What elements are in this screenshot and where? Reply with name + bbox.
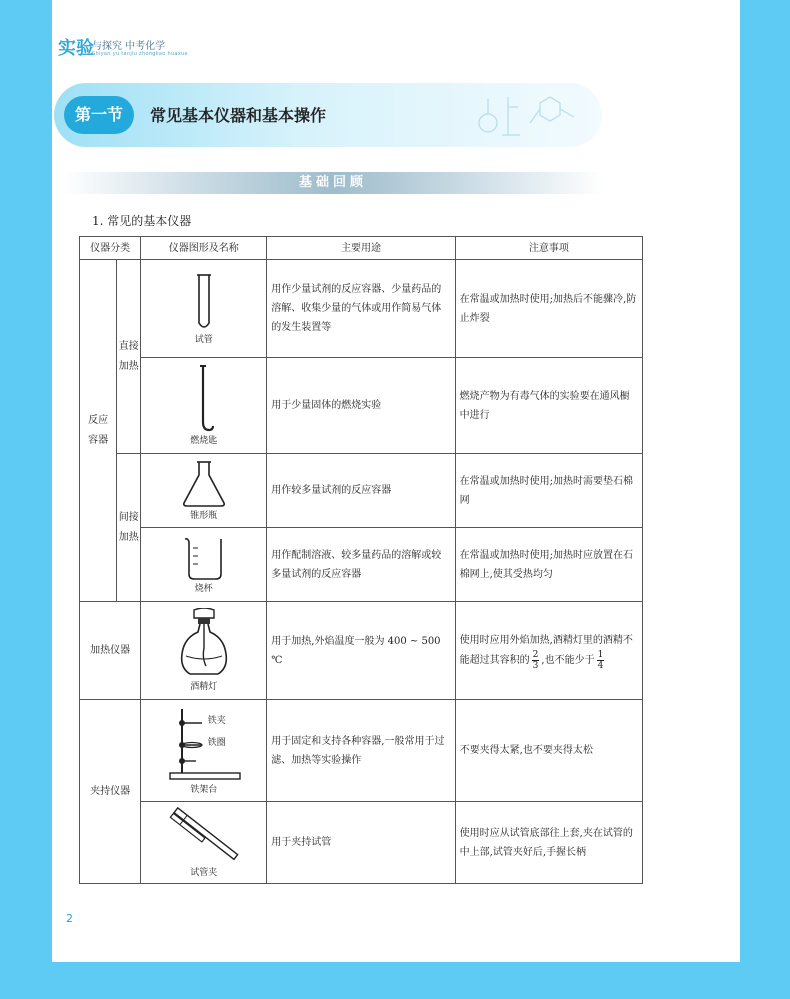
note-cell: 燃烧产物为有毒气体的实验要在通风橱中进行 bbox=[455, 358, 642, 454]
conical-flask-icon bbox=[180, 459, 228, 509]
note-cell: 在常温或加热时使用;加热时应放置在石棉网上,使其受热均匀 bbox=[455, 528, 642, 602]
figure-test-tube bbox=[141, 260, 267, 358]
section-title: 常见基本仪器和基本操作 bbox=[150, 106, 327, 125]
use-cell: 用作少量试剂的反应容器、少量药品的溶解、收集少量的气体或用作简易气体的发生装置等 bbox=[267, 260, 455, 358]
lab-apparatus-icon bbox=[470, 93, 580, 137]
iron-stand-icon bbox=[162, 705, 246, 783]
category-clamping: 夹持仪器 bbox=[80, 700, 141, 884]
list-title: 1. 常见的基本仪器 bbox=[92, 214, 192, 228]
page-number: 2 bbox=[66, 912, 73, 925]
figure-alcohol-lamp bbox=[141, 602, 267, 700]
note-cell: 在常温或加热时使用;加热后不能骤冷,防止炸裂 bbox=[455, 260, 642, 358]
instrument-name: 试管 bbox=[194, 335, 213, 345]
use-cell: 用于夹持试管 bbox=[267, 802, 455, 884]
note-cell: 不要夹得太紧,也不要夹得太松 bbox=[455, 700, 642, 802]
figure-combustion-spoon bbox=[141, 358, 267, 454]
subsection-bar bbox=[62, 172, 604, 194]
note-cell: 使用时应用外焰加热,酒精灯里的酒精不能超过其容积的 $\frac{2}{3}$ ,也不能少于 $\frac{1}{4}$ bbox=[455, 602, 642, 700]
subcategory-direct: 直接 加热 bbox=[117, 260, 141, 454]
figure-beaker bbox=[141, 528, 267, 602]
instrument-name: 锥形瓶 bbox=[190, 511, 218, 521]
category-heating: 加热仪器 bbox=[80, 602, 141, 700]
logo-text: 与探究 中考化学 bbox=[92, 41, 166, 52]
instrument-name: 酒精灯 bbox=[190, 682, 218, 692]
subsection-title: 基础回顾 bbox=[298, 175, 367, 190]
header-note: 注意事项 bbox=[455, 237, 642, 260]
table-row bbox=[80, 602, 643, 700]
table-row bbox=[80, 802, 643, 884]
header-logo bbox=[58, 34, 188, 60]
use-cell: 用于少量固体的燃烧实验 bbox=[267, 358, 455, 454]
table-row bbox=[80, 528, 643, 602]
combustion-spoon-icon bbox=[189, 364, 219, 434]
category-reaction: 反应 容器 bbox=[80, 260, 117, 602]
header-category: 仪器分类 bbox=[80, 237, 141, 260]
fraction-one-quarter: $\frac{1}{4}$ bbox=[597, 649, 604, 671]
table-row bbox=[80, 454, 643, 528]
table-header-row bbox=[80, 237, 643, 260]
test-tube-icon bbox=[189, 271, 219, 333]
logo-pinyin: Shiyan yu tanjiu zhongkao huaxue bbox=[92, 51, 188, 57]
subcategory-indirect: 间接 加热 bbox=[117, 454, 141, 602]
figure-test-tube-holder bbox=[141, 802, 267, 884]
use-cell: 用于固定和支持各种容器,一般常用于过滤、加热等实验操作 bbox=[267, 700, 455, 802]
label-iron-ring: 铁圈 bbox=[207, 738, 226, 748]
instrument-name: 烧杯 bbox=[194, 584, 213, 594]
use-cell: 用作配制溶液、较多量药品的溶解或较多量试剂的反应容器 bbox=[267, 528, 455, 602]
note-cell: 在常温或加热时使用;加热时需要垫石棉网 bbox=[455, 454, 642, 528]
fraction-two-thirds: $\frac{2}{3}$ bbox=[532, 649, 539, 671]
table-row bbox=[80, 260, 643, 358]
alcohol-lamp-icon bbox=[176, 608, 232, 680]
instrument-name: 试管夹 bbox=[190, 868, 218, 878]
instrument-name: 燃烧匙 bbox=[190, 436, 218, 446]
use-cell: 用作较多量试剂的反应容器 bbox=[267, 454, 455, 528]
note-cell: 使用时应从试管底部往上套,夹在试管的中上部,试管夹好后,手握长柄 bbox=[455, 802, 642, 884]
header-use: 主要用途 bbox=[267, 237, 455, 260]
beaker-icon bbox=[180, 534, 228, 582]
figure-iron-stand bbox=[141, 700, 267, 802]
label-iron-clamp: 铁夹 bbox=[207, 716, 226, 726]
logo-char: 实验 bbox=[58, 38, 94, 59]
figure-conical-flask bbox=[141, 454, 267, 528]
section-banner bbox=[54, 83, 602, 147]
use-cell: 用于加热,外焰温度一般为 400 ~ 500 ℃ bbox=[267, 602, 455, 700]
test-tube-holder-icon bbox=[164, 806, 244, 866]
header-figure: 仪器图形及名称 bbox=[141, 237, 267, 260]
section-number: 第一节 bbox=[64, 96, 134, 134]
instrument-table bbox=[79, 236, 643, 884]
instrument-name: 铁架台 bbox=[190, 785, 218, 795]
table-row bbox=[80, 358, 643, 454]
table-row bbox=[80, 700, 643, 802]
